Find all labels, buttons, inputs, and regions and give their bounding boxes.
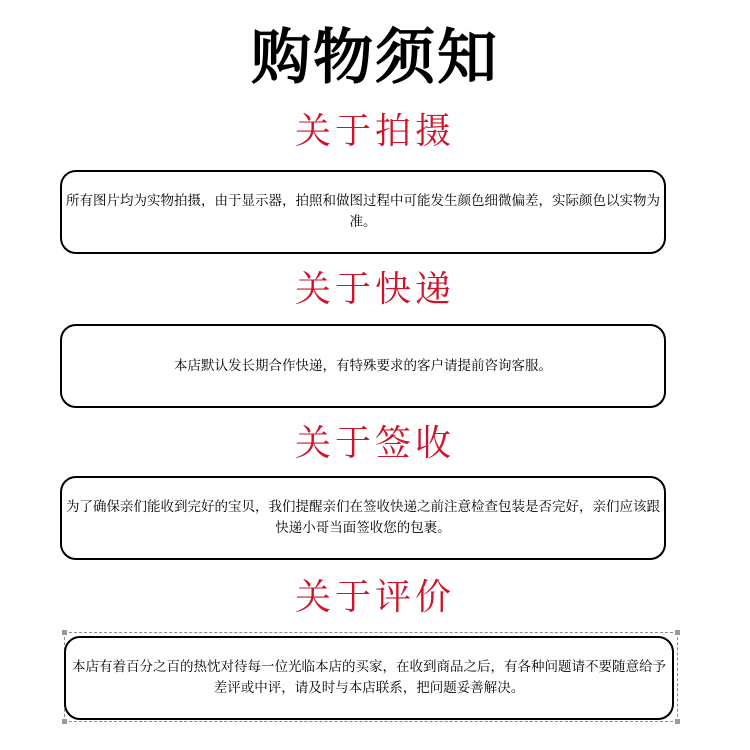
frame-handle-bottom-left	[62, 719, 67, 724]
notice-text-delivery: 本店默认发长期合作快递，有特殊要求的客户请提前咨询客服。	[174, 357, 552, 374]
frame-handle-top-right	[675, 630, 680, 635]
section-heading-photography: 关于拍摄	[294, 111, 455, 152]
notice-box-signing	[60, 476, 666, 560]
section-heading-delivery: 关于快递	[294, 269, 455, 310]
notice-text-signing: 为了确保亲们能收到完好的宝贝，我们提醒亲们在签收快递之前注意检查包装是否完好，亲们应该跟快递小哥当面签收您的包裹。	[66, 499, 660, 536]
notice-text-photography: 所有图片均为实物拍摄，由于显示器，拍照和做图过程中可能发生颜色细微偏差，实际颜色以实物为准。	[66, 193, 660, 230]
notice-text-review: 本店有着百分之百的热忱对待每一位光临本店的买家，在收到商品之后，有各种问题请不要随意给予差评或中评，请及时与本店联系，把问题妥善解决。	[72, 659, 666, 696]
notice-box-delivery	[60, 324, 666, 408]
section-heading-review: 关于评价	[294, 577, 455, 618]
frame-handle-bottom-right	[675, 719, 680, 724]
frame-handle-top-left	[62, 630, 67, 635]
notice-box-photography	[60, 170, 666, 254]
notice-box-review	[64, 636, 674, 720]
page-title: 购物须知	[251, 23, 499, 93]
section-heading-signing: 关于签收	[294, 423, 455, 464]
